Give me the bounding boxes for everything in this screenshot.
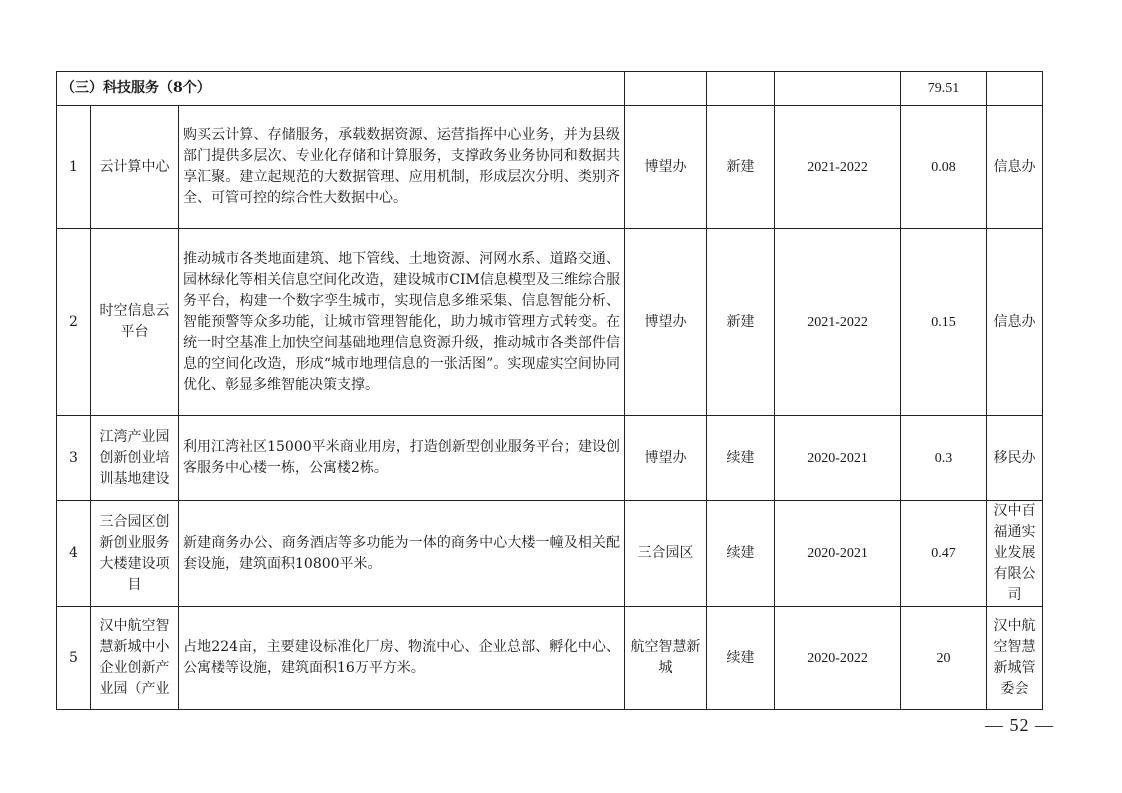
- project-description: 利用江湾社区15000平米商业用房，打造创新型创业服务平台；建设创客服务中心楼一栋，公寓楼2栋。: [179, 416, 625, 501]
- construction-type: 新建: [707, 106, 775, 229]
- section-cell-period: [775, 72, 901, 106]
- project-name: 汉中航空智慧新城中小企业创新产业园（产业: [91, 607, 179, 710]
- table-row: [57, 229, 1043, 416]
- section-title: （三）科技服务（8个）: [57, 72, 625, 106]
- project-description: 新建商务办公、商务酒店等多功能为一体的商务中心大楼一幢及相关配套设施，建筑面积10800平米。: [179, 501, 625, 607]
- project-name: 云计算中心: [91, 106, 179, 229]
- construction-type: 续建: [707, 501, 775, 607]
- investment-amount: 20: [901, 607, 987, 710]
- project-description: 占地224亩，主要建设标准化厂房、物流中心、企业总部、孵化中心、公寓楼等设施，建筑面积16万平方米。: [179, 607, 625, 710]
- responsible-unit: 博望办: [625, 229, 707, 416]
- project-name: 三合园区创新创业服务大楼建设项目: [91, 501, 179, 607]
- responsible-unit: 航空智慧新城: [625, 607, 707, 710]
- project-name: 江湾产业园创新创业培训基地建设: [91, 416, 179, 501]
- construction-type: 续建: [707, 607, 775, 710]
- responsible-unit: 博望办: [625, 416, 707, 501]
- section-row: [57, 72, 1043, 106]
- investment-amount: 0.3: [901, 416, 987, 501]
- table-row: [57, 416, 1043, 501]
- investment-amount: 0.08: [901, 106, 987, 229]
- construction-type: 新建: [707, 229, 775, 416]
- page-number: — 52 —: [985, 715, 1054, 735]
- table-row: [57, 607, 1043, 710]
- construction-period: 2020-2021: [775, 501, 901, 607]
- responsible-unit: 博望办: [625, 106, 707, 229]
- lead-department: 信息办: [987, 229, 1043, 416]
- project-table: [56, 71, 1043, 710]
- table-row: [57, 106, 1043, 229]
- investment-amount: 0.15: [901, 229, 987, 416]
- row-number: 4: [57, 501, 91, 607]
- construction-type: 续建: [707, 416, 775, 501]
- lead-department: 汉中航空智慧新城管委会: [987, 607, 1043, 710]
- construction-period: 2020-2022: [775, 607, 901, 710]
- row-number: 2: [57, 229, 91, 416]
- construction-period: 2021-2022: [775, 229, 901, 416]
- table-row: [57, 501, 1043, 607]
- responsible-unit: 三合园区: [625, 501, 707, 607]
- section-cell-type: [707, 72, 775, 106]
- section-cell-dept: [987, 72, 1043, 106]
- investment-amount: 0.47: [901, 501, 987, 607]
- lead-department: 信息办: [987, 106, 1043, 229]
- row-number: 1: [57, 106, 91, 229]
- section-total: 79.51: [901, 72, 987, 106]
- lead-department: 汉中百福通实业发展有限公司: [987, 501, 1043, 607]
- project-description: 推动城市各类地面建筑、地下管线、土地资源、河网水系、道路交通、园林绿化等相关信息空间化改造，建设城市CIM信息模型及三维综合服务平台，构建一个数字孪生城市，实现信息多维采集、信息智能分析、智能预警等众多功能，让城市管理智能化，助力城市管理方式转变。在统一时空基准上加快空间基础地理信息资源升级，推动城市各类部件信息的空间化改造，形成“城市地理信息的一张活图”。实现虚实空间协同优化、彰显多维智能决策支撑。: [179, 229, 625, 416]
- construction-period: 2021-2022: [775, 106, 901, 229]
- row-number: 5: [57, 607, 91, 710]
- project-description: 购买云计算、存储服务，承载数据资源、运营指挥中心业务，并为县级部门提供多层次、专业化存储和计算服务，支撑政务业务协同和数据共享汇聚。建立起规范的大数据管理、应用机制，形成层次分明、类别齐全、可管可控的综合性大数据中心。: [179, 106, 625, 229]
- construction-period: 2020-2021: [775, 416, 901, 501]
- row-number: 3: [57, 416, 91, 501]
- project-name: 时空信息云平台: [91, 229, 179, 416]
- section-cell-unit: [625, 72, 707, 106]
- lead-department: 移民办: [987, 416, 1043, 501]
